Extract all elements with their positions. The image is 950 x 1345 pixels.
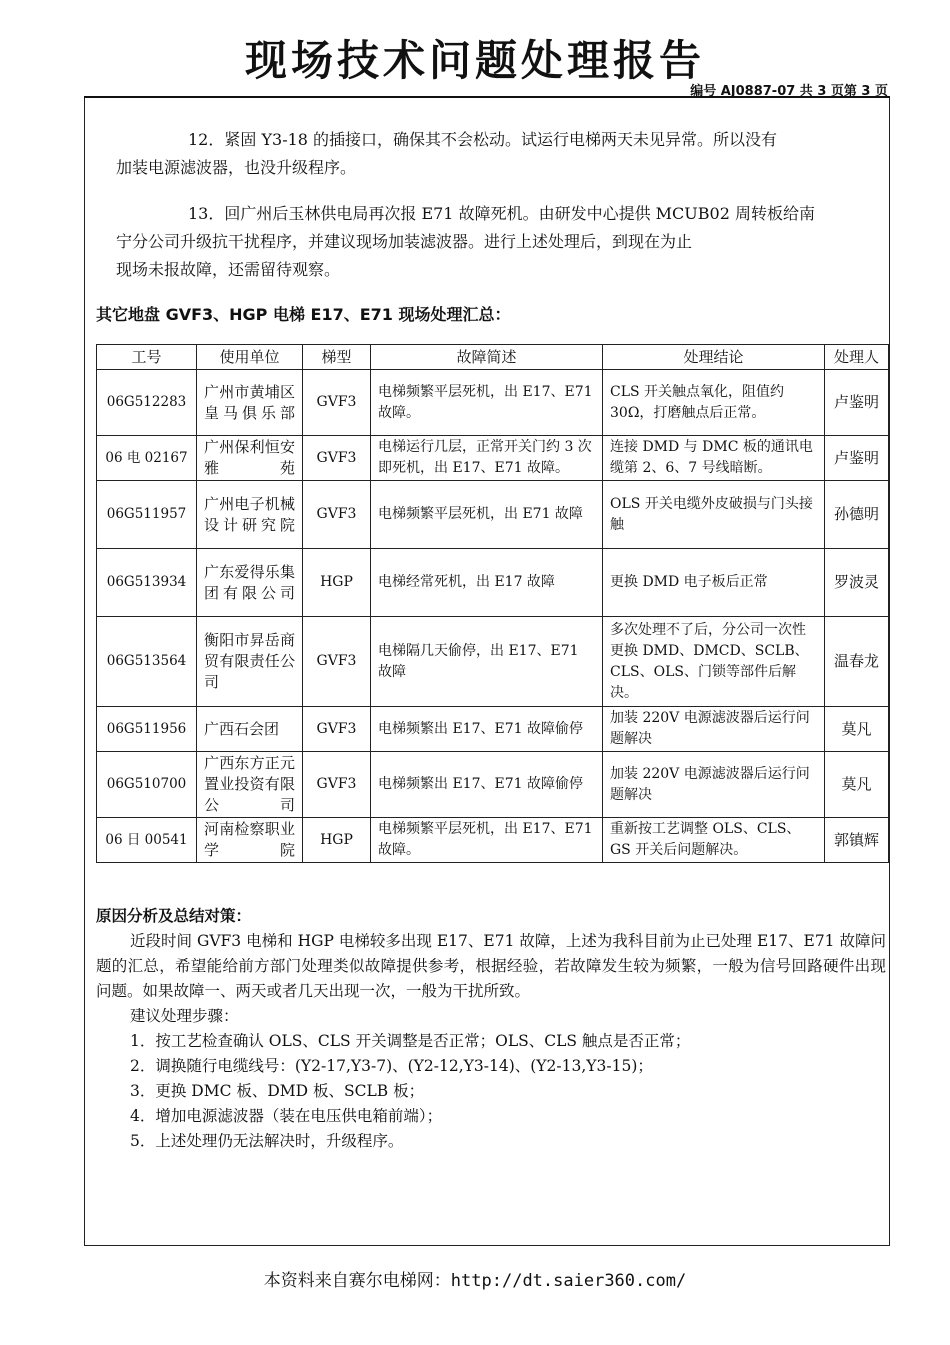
paragraph-line: 13．回广州后玉林供电局再次报 E71 故障死机。由研发中心提供 MCUB02 周转板给南: [188, 204, 815, 223]
table-row: [97, 752, 889, 818]
cell-unit: 广西石会团: [197, 707, 303, 752]
table-row: [97, 707, 889, 752]
paragraph-line: 12．紧固 Y3-18 的插接口，确保其不会松动。试运行电梯两天未见异常。所以没有: [188, 130, 778, 149]
cell-model: GVF3: [303, 707, 371, 752]
analysis-body: 近段时间 GVF3 电梯和 HGP 电梯较多出现 E17、E71 故障，上述为我科目前为止已处理 E17、E71 故障问题的汇总，希望能给前方部门处理类似故障提供参考，根据经验，若故障发生较为频繁，一般为信号回路硬件出现问题。如果故障一、两天或者几天出现一次，一般为干扰所致。: [96, 932, 886, 1000]
cell-model: GVF3: [303, 481, 371, 549]
paragraph-item-12: [116, 126, 886, 182]
column-header-result: 处理结论: [603, 345, 825, 370]
table-row: [97, 818, 889, 863]
step-item: 1．按工艺检查确认 OLS、CLS 开关调整是否正常；OLS、CLS 触点是否正常；: [130, 1032, 691, 1050]
cell-person: 卢鉴明: [825, 436, 889, 481]
cell-result: 更换 DMD 电子板后正常: [603, 549, 825, 617]
table-row: [97, 549, 889, 617]
cell-model: GVF3: [303, 370, 371, 436]
table-header-row: [97, 345, 889, 370]
cell-result: 加装 220V 电源滤波器后运行问题解决: [603, 752, 825, 818]
cell-fault: 电梯频繁出 E17、E71 故障偷停: [371, 752, 603, 818]
step-item: 5．上述处理仍无法解决时，升级程序。: [130, 1132, 404, 1150]
step-item: 4．增加电源滤波器（装在电压供电箱前端）；: [130, 1107, 443, 1125]
cell-fault: 电梯隔几天偷停，出 E17、E71 故障: [371, 617, 603, 707]
cell-model: GVF3: [303, 617, 371, 707]
step-item: 3．更换 DMC 板、DMD 板、SCLB 板；: [130, 1082, 425, 1100]
table-row: [97, 481, 889, 549]
cell-person: 莫凡: [825, 707, 889, 752]
cell-model: GVF3: [303, 436, 371, 481]
summary-heading: 其它地盘 GVF3、HGP 电梯 E17、E71 现场处理汇总：: [96, 305, 511, 324]
cell-id: 06 日 00541: [97, 818, 197, 863]
table-row: [97, 370, 889, 436]
cell-person: 郭镇辉: [825, 818, 889, 863]
analysis-heading: 原因分析及总结对策：: [96, 907, 252, 925]
column-header-model: 梯型: [303, 345, 371, 370]
cell-id: 06 电 02167: [97, 436, 197, 481]
cell-unit: 广州电子机械设计研究院: [197, 481, 303, 549]
cell-id: 06G510700: [97, 752, 197, 818]
cell-person: 罗波灵: [825, 549, 889, 617]
cell-unit: 广州市黄埔区皇马俱乐部: [197, 370, 303, 436]
step-item: 2．调换随行电缆线号：(Y2-17,Y3-7)、(Y2-12,Y3-14)、(Y2-13,Y3-15)；: [130, 1057, 653, 1075]
cell-result: 多次处理不了后，分公司一次性更换 DMD、DMCD、SCLB、CLS、OLS、门锁等部件后解决。: [603, 617, 825, 707]
cell-unit: 河南检察职业学院: [197, 818, 303, 863]
cell-id: 06G513564: [97, 617, 197, 707]
cell-unit: 广西东方正元置业投资有限公司: [197, 752, 303, 818]
cell-person: 温春龙: [825, 617, 889, 707]
cell-result: CLS 开关触点氧化，阻值约 30Ω，打磨触点后正常。: [603, 370, 825, 436]
cell-result: 连接 DMD 与 DMC 板的通讯电缆第 2、6、7 号线暗断。: [603, 436, 825, 481]
paragraph-line: 宁分公司升级抗干扰程序，并建议现场加装滤波器。进行上述处理后，到现在为止: [116, 232, 693, 251]
cell-fault: 电梯频繁平层死机，出 E71 故障: [371, 481, 603, 549]
fault-summary-table: [96, 344, 889, 863]
cell-person: 莫凡: [825, 752, 889, 818]
cell-id: 06G511956: [97, 707, 197, 752]
cell-unit: 广州保利恒安雅苑: [197, 436, 303, 481]
cell-model: HGP: [303, 818, 371, 863]
frame-top-rule: [84, 96, 890, 98]
cell-fault: 电梯频繁平层死机，出 E17、E71 故障。: [371, 370, 603, 436]
steps-title: 建议处理步骤：: [130, 1007, 239, 1025]
cell-id: 06G513934: [97, 549, 197, 617]
paragraph-item-13: [116, 200, 886, 284]
cell-model: HGP: [303, 549, 371, 617]
cell-fault: 电梯频繁出 E17、E71 故障偷停: [371, 707, 603, 752]
cell-id: 06G512283: [97, 370, 197, 436]
cell-result: 重新按工艺调整 OLS、CLS、GS 开关后问题解决。: [603, 818, 825, 863]
cell-fault: 电梯运行几层，正常开关门约 3 次即死机，出 E17、E71 故障。: [371, 436, 603, 481]
table-row: [97, 617, 889, 707]
cell-result: OLS 开关电缆外皮破损与门头接触: [603, 481, 825, 549]
cell-model: GVF3: [303, 752, 371, 818]
paragraph-line: 现场未报故障，还需留待观察。: [116, 260, 341, 279]
paragraph-line: 加装电源滤波器，也没升级程序。: [116, 158, 357, 177]
document-number: 编号 AJ0887-07 共 3 页第 3 页: [690, 84, 888, 99]
cell-unit: 广东爱得乐集团有限公司: [197, 549, 303, 617]
cell-person: 卢鉴明: [825, 370, 889, 436]
column-header-unit: 使用单位: [197, 345, 303, 370]
page-title: 现场技术问题处理报告: [244, 36, 705, 85]
column-header-person: 处理人: [825, 345, 889, 370]
analysis-section: [96, 904, 886, 1154]
column-header-id: 工号: [97, 345, 197, 370]
column-header-fault: 故障简述: [371, 345, 603, 370]
cell-id: 06G511957: [97, 481, 197, 549]
cell-person: 孙德明: [825, 481, 889, 549]
cell-result: 加装 220V 电源滤波器后运行问题解决: [603, 707, 825, 752]
cell-fault: 电梯频繁平层死机，出 E17、E71 故障。: [371, 818, 603, 863]
source-footer: 本资料来自赛尔电梯网：http://dt.saier360.com/: [263, 1271, 687, 1291]
cell-fault: 电梯经常死机，出 E17 故障: [371, 549, 603, 617]
table-row: [97, 436, 889, 481]
cell-unit: 衡阳市昇岳商贸有限责任公司: [197, 617, 303, 707]
